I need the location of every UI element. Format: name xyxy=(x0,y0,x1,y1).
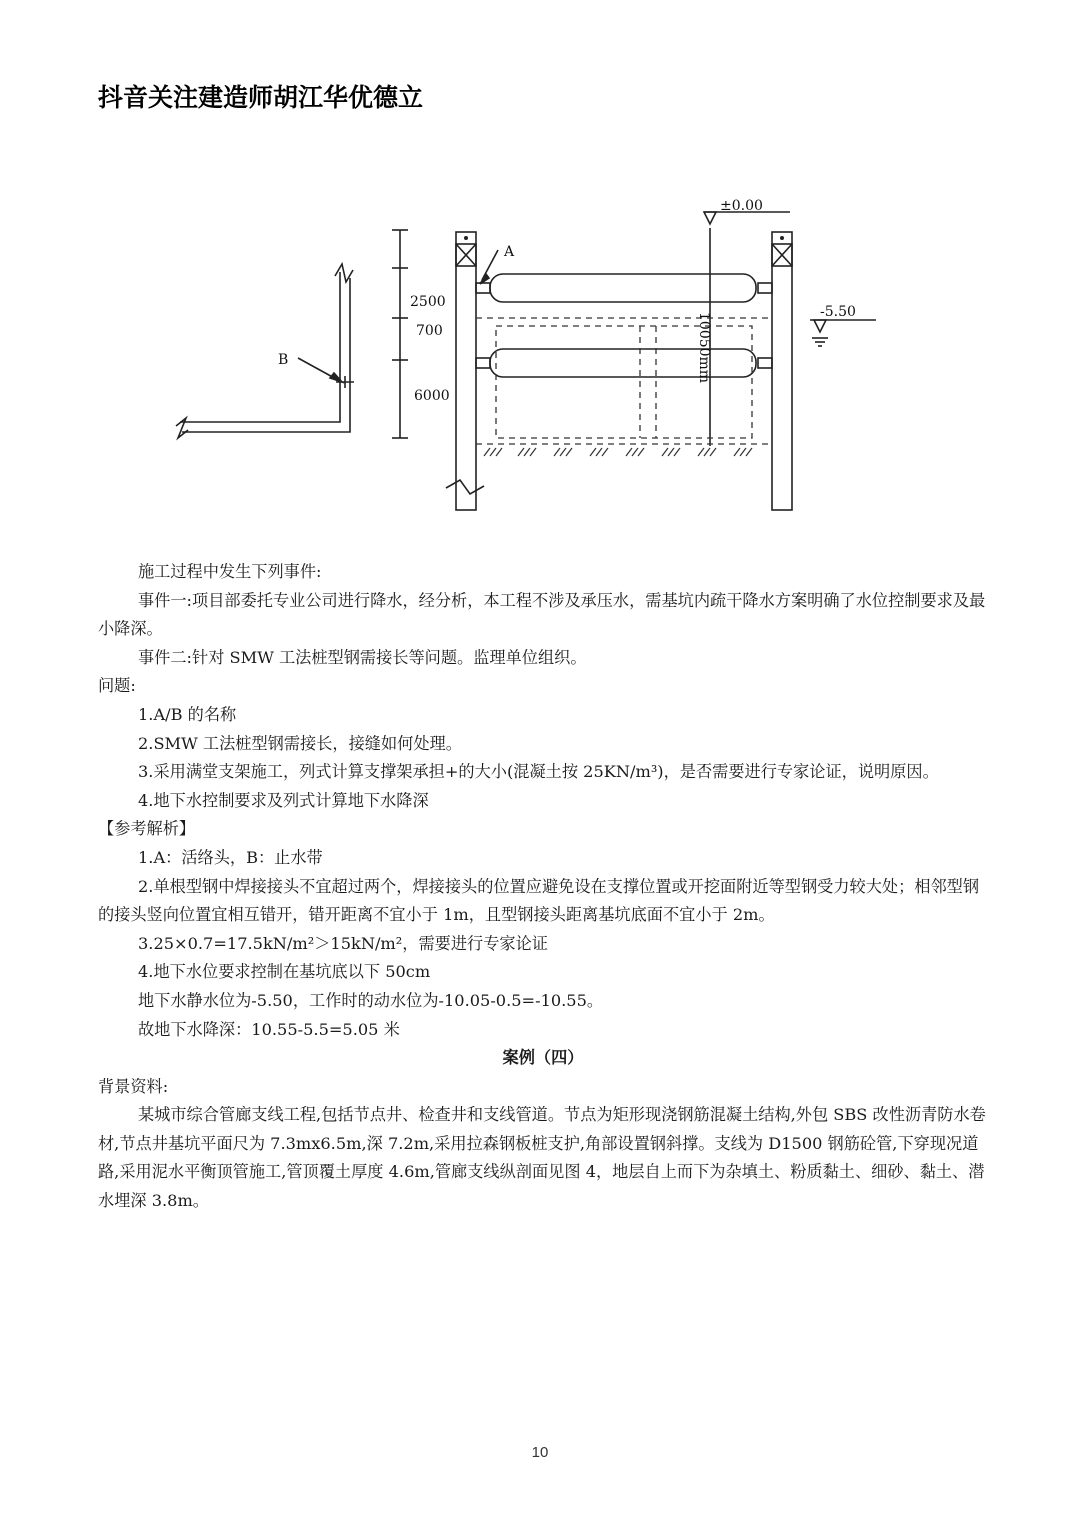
excavation-diagram xyxy=(170,190,890,520)
background-text: 某城市综合管廊支线工程,包括节点井、检查井和支线管道。节点为矩形现浇钢筋混凝土结构,外包 SBS 改性沥青防水卷材,节点井基坑平面尺为 7.3mx6.5m,深 7.2m,采用拉森钢板桩支护,角部设置钢斜撑。支线为 D1500 钢筋砼管,下穿现况道路,采用泥水平衡顶管施工,管顶覆土厚度 4.6m,管廊支线纵剖面见图 4，地层自上而下为杂填土、粉质黏土、细砂、黏土、潜水埋深 3.8m。 xyxy=(98,1105,986,1211)
intro-text: 施工过程中发生下列事件: xyxy=(138,562,322,581)
excavation-section-drawing xyxy=(170,190,890,520)
case-title: 案例（四） xyxy=(502,1048,584,1068)
question-4: 4.地下水控制要求及列式计算地下水降深 xyxy=(138,790,429,810)
questions-heading: 问题: xyxy=(98,676,136,696)
question-1: 1.A/B 的名称 xyxy=(138,704,237,724)
answer-4-line-2: 地下水静水位为-5.50，工作时的动水位为-10.05-0.5=-10.55。 xyxy=(138,990,604,1010)
label-a: A xyxy=(504,244,515,260)
soil-hatching xyxy=(484,448,752,456)
background-heading: 背景资料: xyxy=(98,1076,169,1096)
dim-total-label: 10050mm xyxy=(696,312,712,384)
analysis-heading: 【参考解析】 xyxy=(98,819,196,839)
dim-700-label: 700 xyxy=(416,323,443,339)
question-2: 2.SMW 工法桩型钢需接长，接缝如何处理。 xyxy=(138,733,462,753)
page-header: 抖音关注建造师胡江华优德立 xyxy=(98,83,424,112)
dim-6000-label: 6000 xyxy=(414,388,450,404)
document-body xyxy=(98,558,988,1216)
answer-4-line-3: 故地下水降深：10.55-5.5=5.05 米 xyxy=(138,1019,400,1039)
event-2-text: 事件二:针对 SMW 工法桩型钢需接长等问题。监理单位组织。 xyxy=(138,647,587,667)
page-number: 10 xyxy=(531,1444,549,1461)
dim-2500-label: 2500 xyxy=(410,294,446,310)
question-3: 3.采用满堂支架施工，列式计算支撑架承担+的大小(混凝土按 25KN/m³)，是否需要进行专家论证，说明原因。 xyxy=(138,762,939,782)
answer-1: 1.A：活络头，B：止水带 xyxy=(138,847,323,867)
event-1-text: 事件一:项目部委托专业公司进行降水，经分析，本工程不涉及承压水，需基坑内疏干降水方案明确了水位控制要求及最小降深。 xyxy=(98,590,986,639)
answer-4: 4.地下水位要求控制在基坑底以下 50cm xyxy=(138,962,431,982)
elevation-top-label: ±0.00 xyxy=(720,198,763,214)
elevation-water-label: -5.50 xyxy=(820,304,856,320)
answer-2: 2.单根型钢中焊接接头不宜超过两个，焊接接头的位置应避免设在支撑位置或开挖面附近等型钢受力较大处；相邻型钢的接头竖向位置宜相互错开，错开距离不宜小于 1m，且型钢接头距离基坑底面不宜小于 2m。 xyxy=(98,876,980,925)
label-b: B xyxy=(278,352,289,368)
answer-3: 3.25×0.7=17.5kN/m²＞15kN/m²，需要进行专家论证 xyxy=(138,933,548,953)
